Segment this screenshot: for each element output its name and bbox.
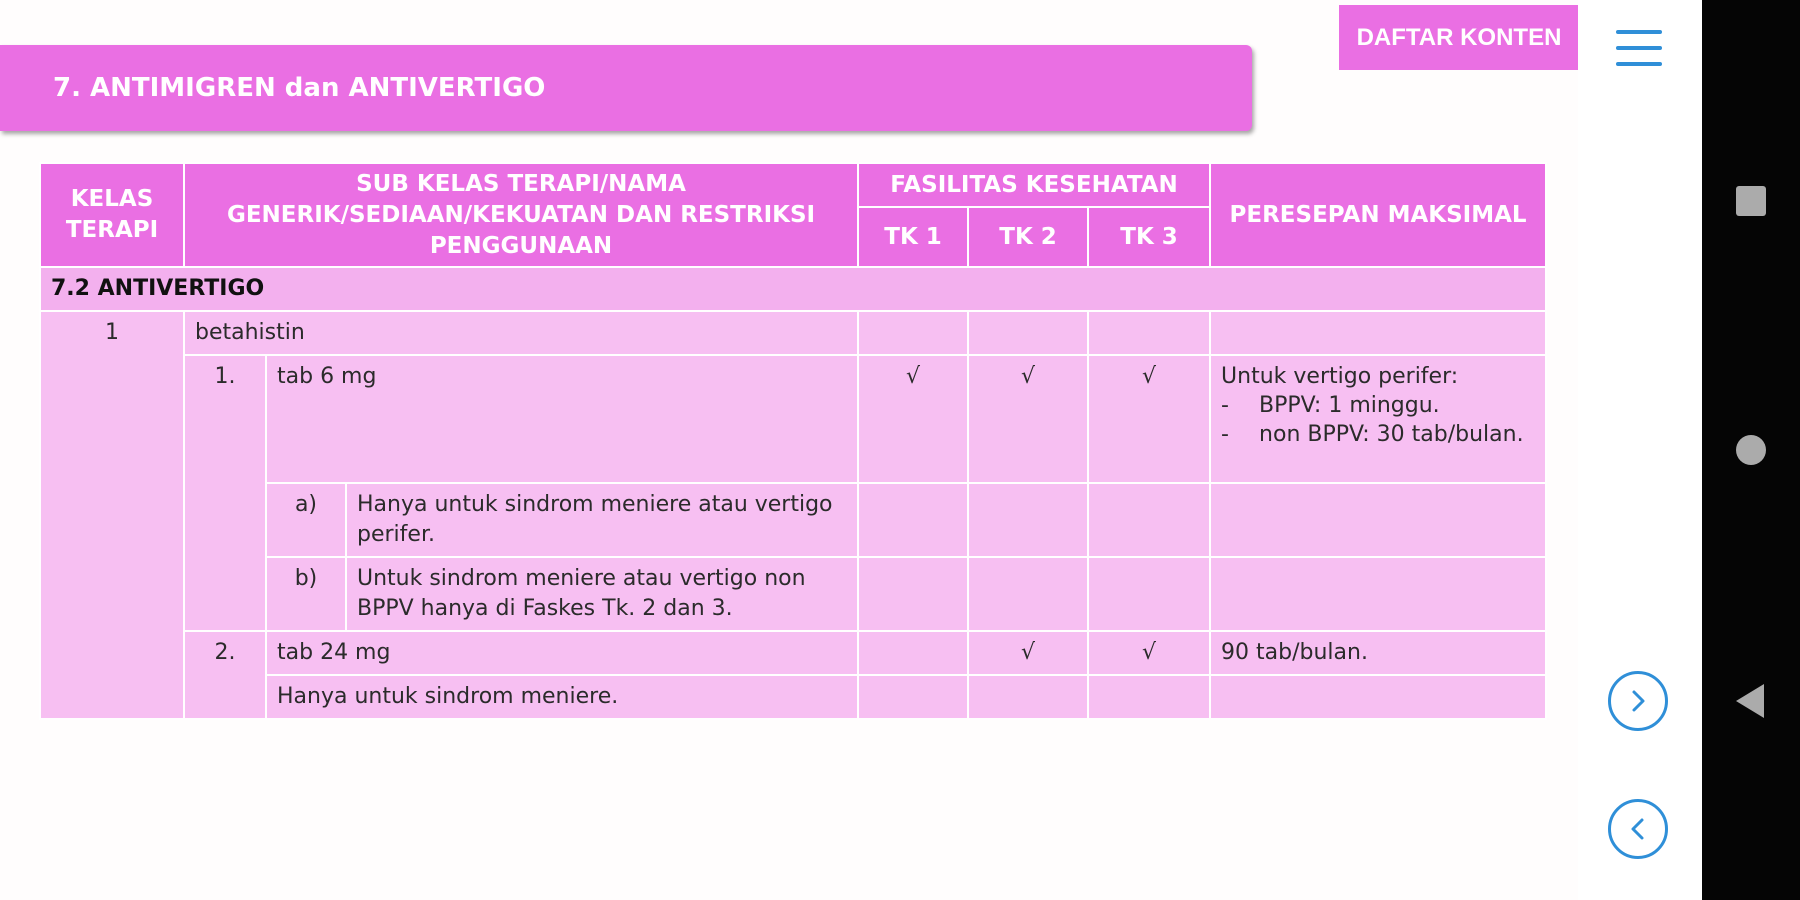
max-list <box>1221 391 1535 449</box>
check-tk1: √ <box>858 355 968 483</box>
drug-tk3 <box>1088 311 1210 355</box>
section-title: 7. ANTIMIGREN dan ANTIVERTIGO <box>53 73 546 103</box>
check-tk1 <box>858 631 968 675</box>
item-strength: tab 24 mg <box>266 631 858 675</box>
max-prescription <box>1210 355 1546 483</box>
max-intro: Untuk vertigo perifer: <box>1221 364 1459 389</box>
square-recents-icon[interactable] <box>1736 186 1766 216</box>
max-item: - BPPV: 1 minggu. <box>1221 391 1535 420</box>
header-peresepan-maksimal: PERESEPAN MAKSIMAL <box>1210 163 1546 267</box>
check-tk2: √ <box>968 355 1088 483</box>
drug-tk1 <box>858 311 968 355</box>
drug-name: betahistin <box>184 311 858 355</box>
restriction-label: b) <box>266 557 346 631</box>
section-title-banner <box>0 45 1252 131</box>
drug-max <box>1210 311 1546 355</box>
circle-home-icon[interactable] <box>1736 435 1766 465</box>
check-tk2: √ <box>968 631 1088 675</box>
row-number: 1 <box>40 311 184 719</box>
side-panel <box>1578 0 1702 900</box>
table-of-contents-button[interactable]: DAFTAR KONTEN <box>1339 5 1579 70</box>
header-fasilitas-kesehatan: FASILITAS KESEHATAN <box>858 163 1210 207</box>
item-strength: tab 6 mg <box>266 355 858 483</box>
max-prescription: 90 tab/bulan. <box>1210 631 1546 675</box>
drug-tk2 <box>968 311 1088 355</box>
item-number: 2. <box>184 631 266 719</box>
hamburger-menu-icon[interactable] <box>1612 26 1668 70</box>
restriction-label: a) <box>266 483 346 557</box>
android-navigation-bar <box>1702 0 1800 900</box>
header-sub-kelas: SUB KELAS TERAPI/NAMA GENERIK/SEDIAAN/KEKUATAN DAN RESTRIKSI PENGGUNAAN <box>184 163 858 267</box>
chevron-right-icon[interactable] <box>1608 671 1668 731</box>
chevron-left-icon[interactable] <box>1608 799 1668 859</box>
triangle-back-icon[interactable] <box>1736 684 1766 718</box>
restriction-text: Hanya untuk sindrom meniere. <box>266 675 858 719</box>
header-tk1: TK 1 <box>858 207 968 267</box>
item-number: 1. <box>184 355 266 631</box>
check-tk3: √ <box>1088 631 1210 675</box>
header-tk2: TK 2 <box>968 207 1088 267</box>
header-tk3: TK 3 <box>1088 207 1210 267</box>
drug-formulary-table <box>39 162 1547 720</box>
section-heading: 7.2 ANTIVERTIGO <box>40 267 1546 311</box>
max-item: - non BPPV: 30 tab/bulan. <box>1221 420 1535 449</box>
restriction-text: Hanya untuk sindrom meniere atau vertigo perifer. <box>346 483 858 557</box>
header-kelas-terapi: KELAS TERAPI <box>40 163 184 267</box>
restriction-text: Untuk sindrom meniere atau vertigo non BPPV hanya di Faskes Tk. 2 dan 3. <box>346 557 858 631</box>
check-tk3: √ <box>1088 355 1210 483</box>
